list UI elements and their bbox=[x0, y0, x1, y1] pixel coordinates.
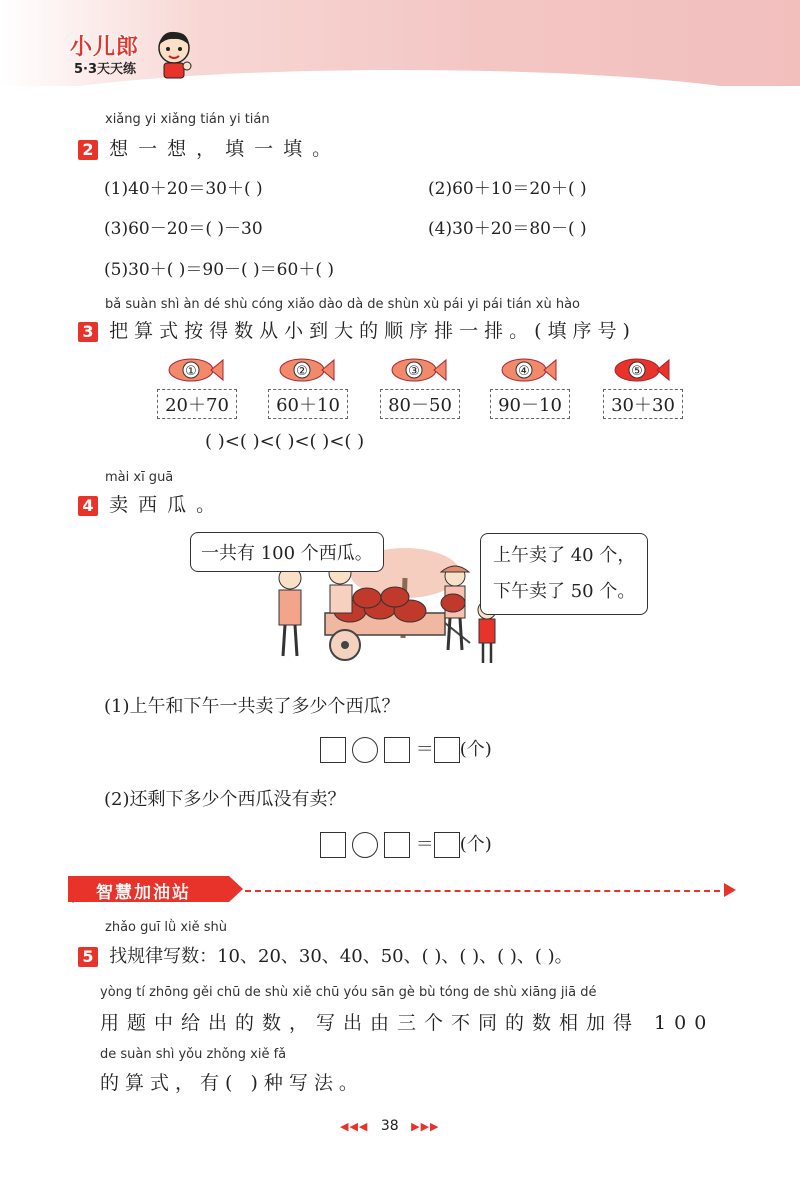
fish-expr-1: 20＋70 bbox=[157, 389, 237, 419]
page-number: 38 bbox=[380, 1118, 399, 1134]
q3-heading bbox=[78, 316, 636, 343]
fish-icon bbox=[611, 355, 671, 385]
q5-line-2: 用题中给出的数，写出由三个不同的数相加得 100 bbox=[100, 1012, 715, 1034]
q2-pinyin: xiǎng yi xiǎng tián yi tián bbox=[105, 112, 270, 127]
q5-pinyin-3: de suàn shì yǒu zhǒng xiě fǎ bbox=[100, 1047, 287, 1062]
fish-label-1: ① bbox=[185, 364, 197, 379]
unit-label: (个) bbox=[459, 739, 492, 760]
q4-sub1-text: (1)上午和下午一共卖了多少个西瓜？ bbox=[104, 696, 400, 717]
q5-line-3: 的算式，有( )种写法。 bbox=[100, 1072, 364, 1094]
arrow-right-icon bbox=[724, 883, 736, 897]
q2-item-1: (1)40＋20＝30＋( ) bbox=[104, 179, 263, 199]
speech-bubble-left: 一共有 100 个西瓜。 bbox=[190, 532, 384, 572]
fish-item-1 bbox=[157, 355, 237, 419]
right-arrows-icon: ▶▶▶ bbox=[411, 1120, 440, 1133]
speech-line-morning: 上午卖了 40 个， bbox=[493, 545, 636, 566]
q2-title: 想一想，填一填。 bbox=[109, 138, 342, 160]
section-banner-title: 智慧加油站 bbox=[96, 883, 191, 903]
operator-circle[interactable] bbox=[352, 737, 378, 763]
page-footer bbox=[340, 1118, 440, 1134]
unit-label: (个) bbox=[459, 834, 492, 855]
q4-sub2-text: (2)还剩下多少个西瓜没有卖？ bbox=[104, 789, 346, 810]
fish-label-2: ② bbox=[296, 364, 308, 379]
q3-title: 把算式按得数从小到大的顺序排一排。(填序号) bbox=[109, 320, 636, 342]
answer-box[interactable] bbox=[320, 737, 346, 763]
brand-subtitle: 5·3天天练 bbox=[74, 62, 137, 77]
fish-label-4: ④ bbox=[518, 364, 530, 379]
left-arrows-icon: ◀◀◀ bbox=[340, 1120, 369, 1133]
q5-pinyin-1: zhǎo guī lǜ xiě shù bbox=[105, 920, 228, 935]
fish-expr-4: 90－10 bbox=[490, 389, 570, 419]
fish-item-2 bbox=[268, 355, 348, 419]
q4-number-badge: 4 bbox=[78, 496, 98, 516]
fish-item-5 bbox=[603, 355, 683, 419]
q3-pinyin: bǎ suàn shì àn dé shù cóng xiǎo dào dà de shùn xù pái yi pái tián xù hào bbox=[105, 297, 581, 312]
fish-icon bbox=[276, 355, 336, 385]
q3-number-badge: 3 bbox=[78, 322, 98, 342]
q4-sub1-formula bbox=[320, 735, 492, 763]
fish-icon bbox=[498, 355, 558, 385]
answer-box[interactable] bbox=[320, 832, 346, 858]
q5-line-1: 找规律写数：10、20、30、40、50、( )、( )、( )、( )。 bbox=[109, 946, 573, 967]
answer-box[interactable] bbox=[384, 737, 410, 763]
answer-box[interactable] bbox=[434, 737, 460, 763]
speech-bubble-right bbox=[480, 533, 648, 615]
fish-label-5: ⑤ bbox=[631, 364, 643, 379]
q2-item-2: (2)60＋10＝20＋( ) bbox=[428, 179, 587, 199]
equals-sign: ＝ bbox=[415, 739, 434, 760]
q2-heading bbox=[78, 134, 341, 161]
q4-heading bbox=[78, 490, 225, 517]
q2-number-badge: 2 bbox=[78, 140, 98, 160]
q2-item-5: (5)30＋( )＝90－( )＝60＋( ) bbox=[104, 260, 334, 280]
q4-title: 卖西瓜。 bbox=[109, 494, 226, 516]
fish-item-4 bbox=[490, 355, 570, 419]
speech-line-afternoon: 下午卖了 50 个。 bbox=[493, 581, 636, 602]
q4-pinyin: mài xī guā bbox=[105, 470, 174, 485]
banner-dashed-line bbox=[245, 890, 730, 892]
q2-item-4: (4)30＋20＝80－( ) bbox=[428, 219, 587, 239]
q4-sub2-formula bbox=[320, 830, 492, 858]
equals-sign: ＝ bbox=[415, 834, 434, 855]
q5-pinyin-2: yòng tí zhōng gěi chū de shù xiě chū yóu sān gè bù tóng de shù xiāng jiā dé bbox=[100, 985, 597, 1000]
answer-box[interactable] bbox=[434, 832, 460, 858]
q3-order-blanks: ( )<( )<( )<( )<( ) bbox=[205, 431, 365, 452]
fish-icon bbox=[165, 355, 225, 385]
fish-item-3 bbox=[380, 355, 460, 419]
q2-item-3: (3)60－20＝( )－30 bbox=[104, 219, 263, 239]
fish-label-3: ③ bbox=[408, 364, 420, 379]
mascot-boy-icon bbox=[152, 28, 196, 80]
fish-expr-3: 80－50 bbox=[380, 389, 460, 419]
fish-icon bbox=[388, 355, 448, 385]
brand-logo-text: 小儿郎 bbox=[70, 35, 140, 60]
q5-heading bbox=[78, 942, 573, 968]
answer-box[interactable] bbox=[384, 832, 410, 858]
q5-number-badge: 5 bbox=[78, 947, 98, 967]
operator-circle[interactable] bbox=[352, 832, 378, 858]
fish-expr-2: 60＋10 bbox=[268, 389, 348, 419]
fish-expr-5: 30＋30 bbox=[603, 389, 683, 419]
